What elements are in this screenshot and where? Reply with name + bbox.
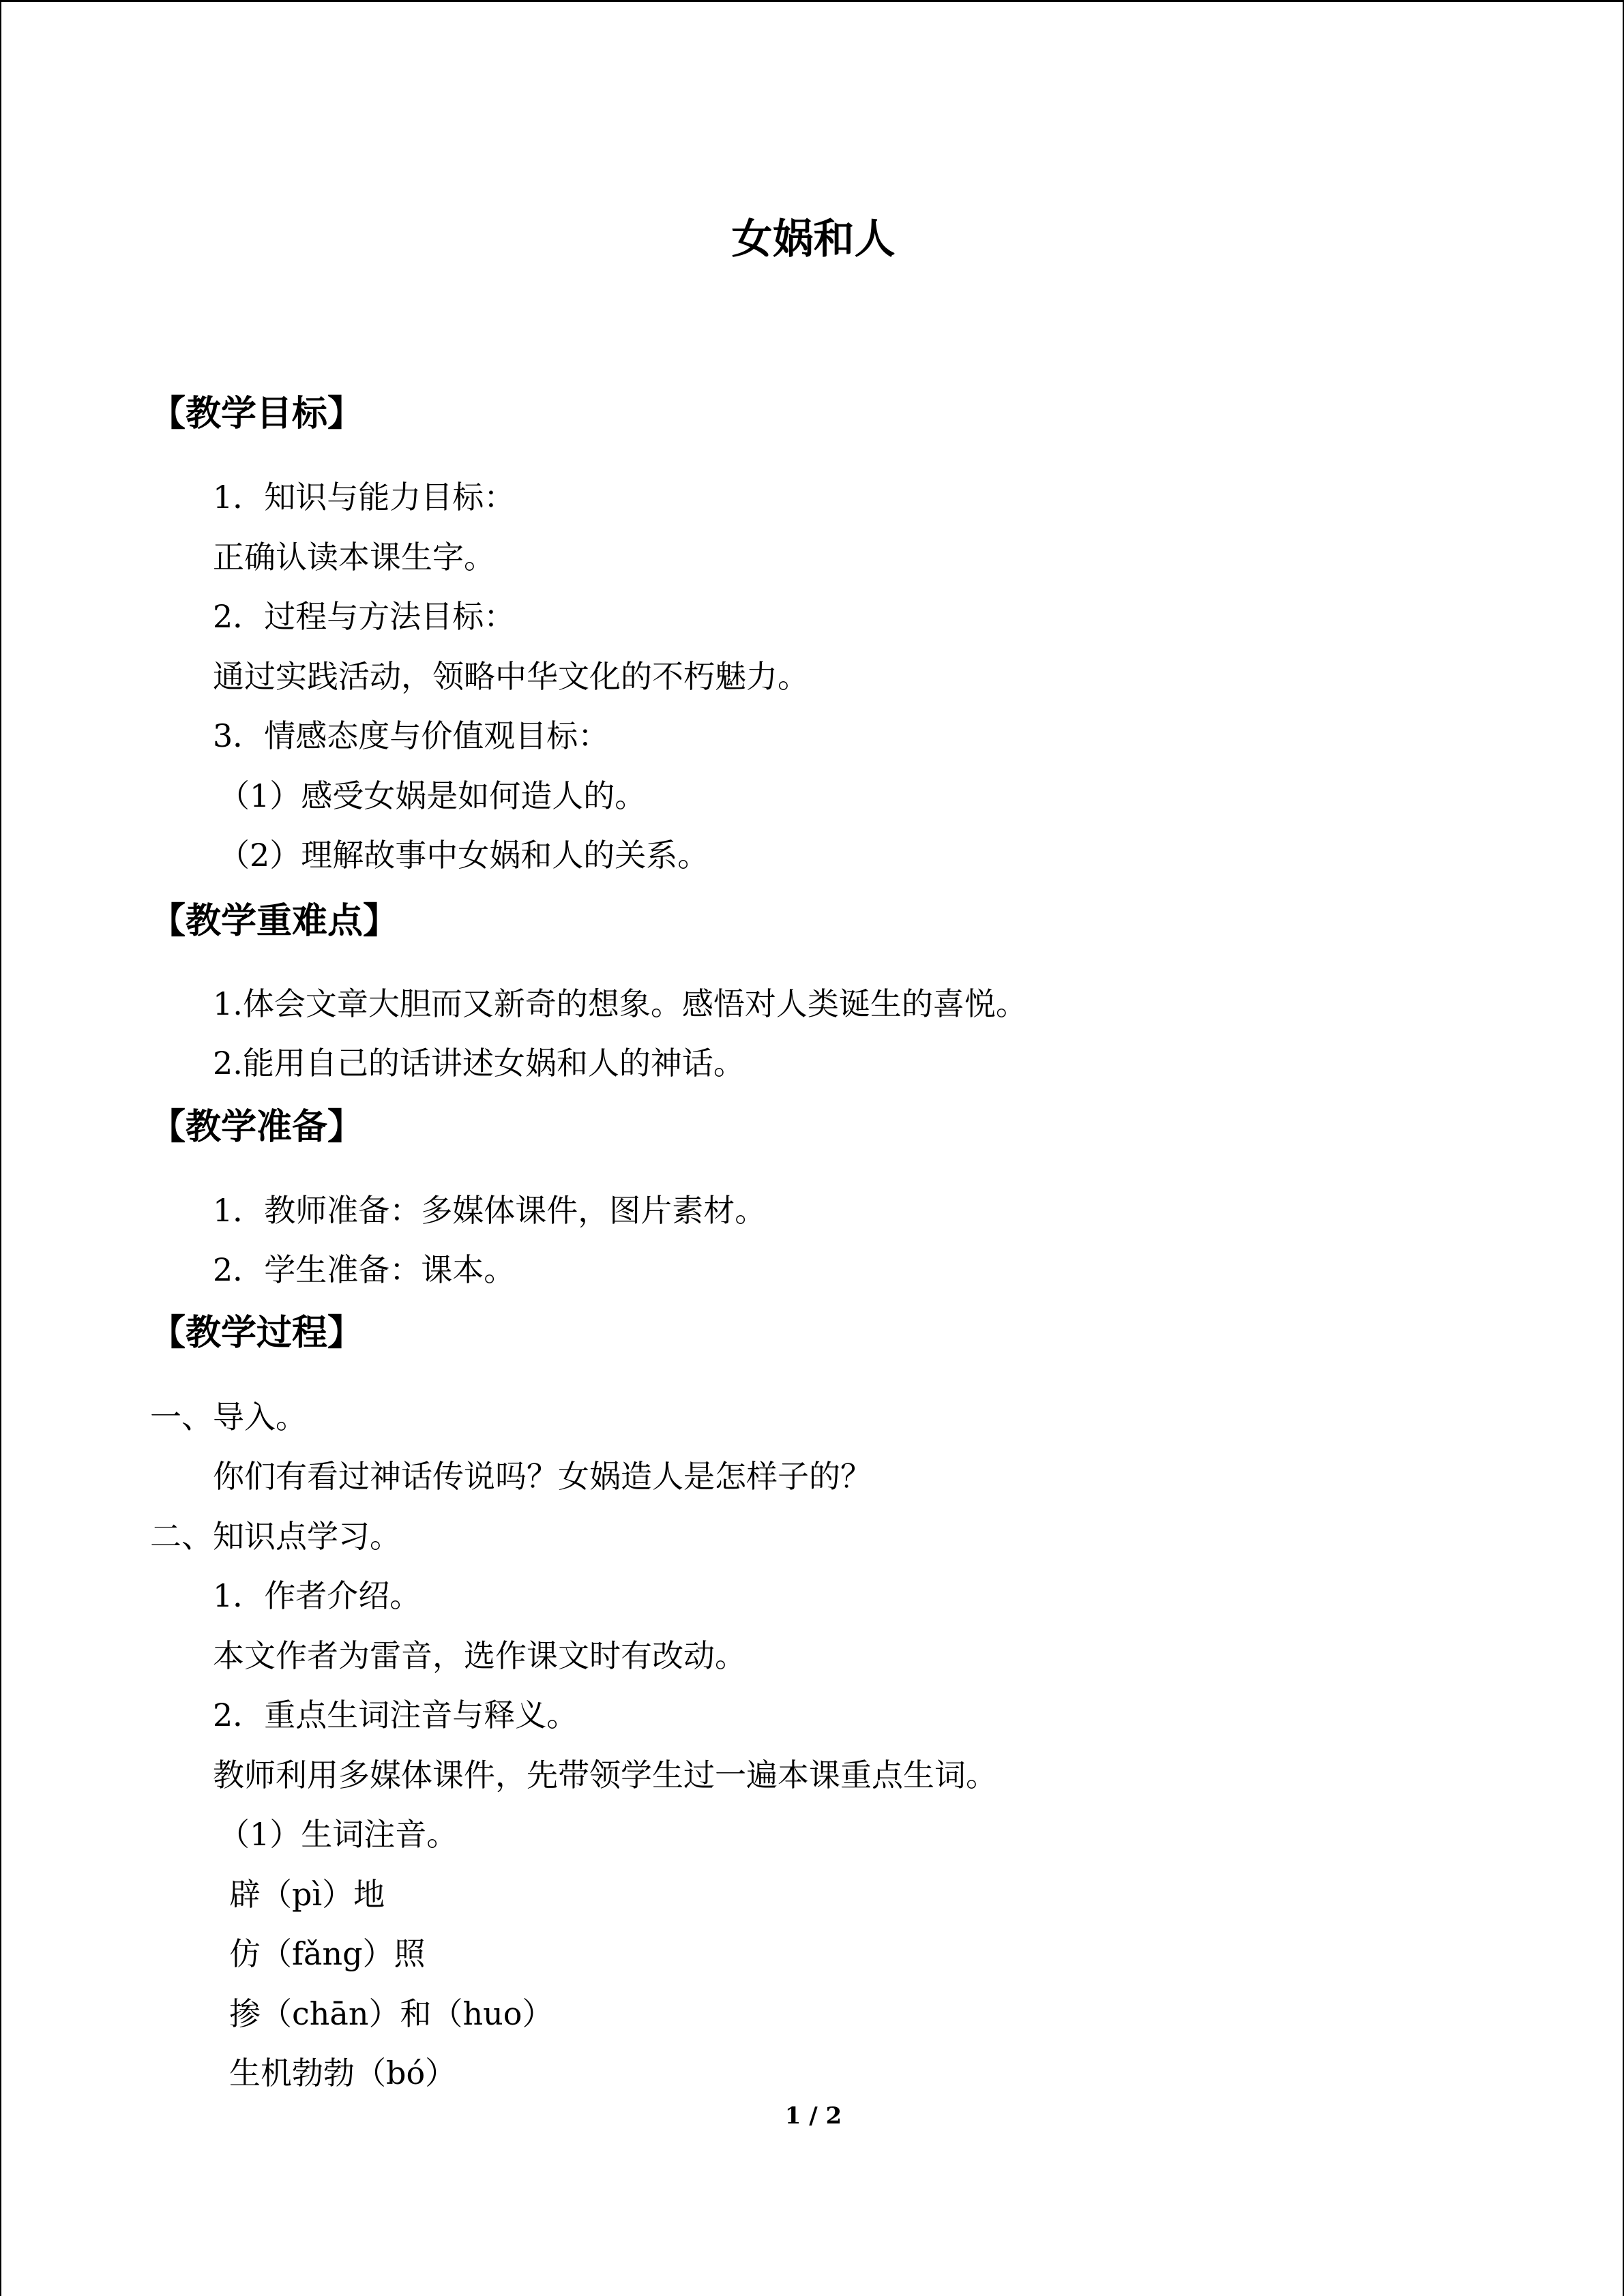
paragraph: 正确认读本课生字。 [213,539,495,576]
paragraph: 2．学生准备：课本。 [213,1251,516,1288]
vocab-item: 生机勃勃（bó） [229,2055,457,2091]
paragraph: 二、知识点学习。 [150,1518,401,1555]
paragraph: 通过实践活动，领略中华文化的不朽魅力。 [213,658,809,695]
paragraph: 2．过程与方法目标： [213,598,516,635]
paragraph: （2）理解故事中女娲和人的关系。 [218,837,709,874]
vocab-item: 掺（chān）和（huo） [229,1995,554,2032]
vocab-item: 仿（fǎng）照 [229,1935,426,1972]
paragraph: 一、导入。 [150,1399,307,1435]
paragraph: 本文作者为雷音，选作课文时有改动。 [213,1637,746,1674]
paragraph: 你们有看过神话传说吗？女娲造人是怎样子的？ [213,1458,872,1495]
paragraph: 教师利用多媒体课件，先带领学生过一遍本课重点生词。 [213,1757,997,1793]
paragraph: （1）感受女娲是如何造人的。 [218,777,647,814]
paragraph: 1．知识与能力目标： [213,479,516,516]
paragraph: 2．重点生词注音与释义。 [213,1697,578,1733]
vocab-item: 辟（pì）地 [229,1876,385,1913]
section-heading-objectives: 【教学目标】 [150,393,364,434]
paragraph: 1．教师准备：多媒体课件，图片素材。 [213,1192,767,1229]
section-heading-key-points: 【教学重难点】 [150,901,399,942]
paragraph: 1．作者介绍。 [213,1577,422,1614]
paragraph: 3．情感态度与价值观目标： [213,717,610,754]
paragraph: 1.体会文章大胆而又新奇的想象。感悟对人类诞生的喜悦。 [213,985,1027,1022]
section-heading-preparation: 【教学准备】 [150,1107,364,1148]
page-number: 1 / 2 [784,2102,842,2130]
section-heading-process: 【教学过程】 [150,1313,364,1354]
paragraph: 2.能用自己的话讲述女娲和人的神话。 [213,1045,745,1082]
document-title: 女娲和人 [731,215,896,263]
paragraph: （1）生词注音。 [218,1816,458,1853]
